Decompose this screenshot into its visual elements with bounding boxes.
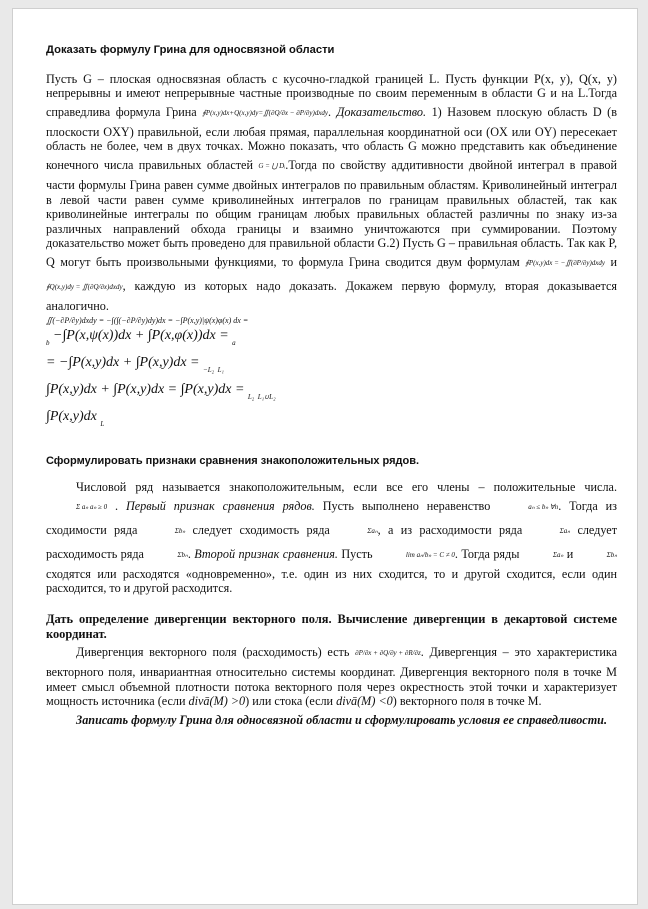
document-page: [12, 8, 638, 905]
formula-inequality: aₙ ≤ bₙ ∀n: [528, 502, 559, 511]
equation-limit-l1l2: L₁∪L₂: [257, 392, 276, 401]
equation-line-3: [46, 355, 617, 378]
formula-sum-b: Σbₙ: [606, 550, 618, 559]
text-prove-first: , каждую из которых надо доказать. Докажем первую формулу, вторая доказывается аналогично.: [46, 278, 617, 313]
formula-sum-a: Σaₙ: [559, 526, 571, 535]
formula-sum-a: Σaₙ: [367, 526, 378, 535]
equation-line-4: [46, 382, 617, 405]
text-first-test: Первый признак сравнения рядов.: [125, 498, 315, 513]
formula-limit: lim aₙ/bₙ = C ≠ 0: [405, 550, 455, 559]
formula-q-part: ∮Q(x,y)dy = ∬(∂Q/∂x)dxdy: [46, 282, 123, 291]
paragraph-green-proof: [46, 72, 617, 314]
text-and: и: [605, 254, 618, 269]
heading-green-proof: Доказать формулу Грина для односвязной области: [46, 44, 335, 56]
text-proof-label: Доказательство.: [336, 104, 427, 119]
formula-div-negative: divā(M) <0: [336, 694, 393, 709]
formula-union: G = ⋃ Dᵢ: [258, 161, 286, 170]
formula-series: Σ aₙ aₙ ≥ 0: [76, 502, 108, 511]
paragraph-divergence: Дивергенция векторного поля (расходимость) есть ∂P/∂x + ∂Q/∂y + ∂R/∂z. Дивергенция – это характеристика векторного поля, инвариантная относительно системы координат. Дивергенция векторного поля в точке M имеет смысл объемной плотности потока векторного поля через окрестность этой точки и характеризует мощность источника (если divā(M) >0) или стока (если divā(M) <0) векторного поля в точке M.: [46, 641, 617, 709]
equation-line-1: ∬(−∂P/∂y)dxdy = −∫(∫(−∂P/∂y)dy)dx = −∫P(x,y)|ψ(x)φ(x) dx =: [46, 315, 249, 325]
equation-line-5: [46, 409, 617, 432]
text-second-test: Второй признак сравнения.: [194, 546, 338, 561]
equation-text: ∫P(x,y)dx + ∫P(x,y)dx = ∫P(x,y)dx =: [46, 381, 245, 397]
equation-text: = −∫P(x,y)dx + ∫P(x,y)dx =: [46, 354, 200, 370]
equation-limit-a: a: [232, 338, 236, 347]
equation-limit-l1: L₁: [217, 365, 224, 374]
equation-text: ∫P(x,y)dx: [46, 408, 97, 424]
equation-limit-l2: L₂: [247, 392, 255, 401]
equation-limit-ml2: −L₂: [203, 365, 215, 374]
heading-green-formula: Записать формулу Грина для односвязной области и сформулировать условия ее справедливости.: [76, 712, 607, 727]
equation-text: −∫P(x,ψ(x))dx + ∫P(x,φ(x))dx =: [53, 327, 229, 343]
text-regular-domain: 1) Назовем плоскую область D (в плоскости OXY) правильной, если любая прямая, параллельная координатной оси (OX или OY) пересекает область не более, чем в двух точках. Можно показать, что область G можно представить как объединение конечного числа правильных областей: [46, 104, 617, 172]
formula-divergence: ∂P/∂x + ∂Q/∂y + ∂R/∂z: [355, 649, 421, 658]
equation-limits: b: [46, 338, 50, 347]
text-green-intro: Пусть G – плоская односвязная область с кусочно-гладкой границей L. Пусть функции P(x, y), Q(x, y) непрерывны и имеют непрерывные частные производные по своим переменным в области G и на L.Тогда справедлива формула Грина: [46, 71, 617, 119]
formula-p-part: ∮P(x,y)dx = −∬(∂P/∂y)dxdy: [525, 258, 605, 267]
heading-comparison-tests: Сформулировать признаки сравнения знакоположительных рядов.: [46, 454, 420, 467]
paragraph-comparison-tests: Числовой ряд называется знакоположительным, если все его члены – положительные числа. Σ aₙ aₙ ≥ 0 . Первый признак сравнения рядов. Пусть выполнено неравенство aₙ ≤ bₙ ∀n. Тогда из сходимости ряда Σbₙ следует сходимость ряда Σaₙ, а из расходимости ряда Σaₙ следует расходимость ряда Σbₙ. Второй признак сравнения. Пусть lim aₙ/bₙ = C ≠ 0. Тогда ряды Σaₙ и Σbₙ сходятся или расходятся «одновременно», т.е. один из них сходится, то и другой сходится, если один расходится, то и другой расходится.: [46, 480, 618, 596]
heading-divergence: Дать определение дивергенции векторного поля. Вычисление дивергенции в декартовой системе координат.: [46, 611, 617, 641]
formula-green: ∮P(x,y)dx+Q(x,y)dy=∬(∂Q/∂x − ∂P/∂y)dxdy: [202, 108, 329, 117]
formula-sum-a: Σaₙ: [552, 550, 564, 559]
equation-limit-l: L: [100, 419, 105, 428]
formula-sum-b: Σbₙ: [177, 550, 188, 559]
text-additivity: .Тогда по свойству аддитивности двойной интеграл в правой части формулы Грина равен сумме двойных интегралов по правильным областям. Криволинейный интеграл в левой части равен сумме криволинейных интегралов по границам правильных областей, так как криволинейные интегралы по общим границам любых правильных областей различны по знаку из-за различных направлений обхода границы и взаимно уничтожаются при суммировании. Поэтому доказательство может быть проведено для правильной области G.2) Пусть G – правильная область. Так как P, Q могут быть произвольными функциями, то формула Грина сводится двум формулам: [46, 157, 617, 269]
formula-div-positive: divā(M) >0: [188, 694, 246, 709]
document-body: [46, 43, 617, 727]
equation-line-2: [46, 328, 617, 351]
formula-sum-b: Σbₙ: [174, 526, 186, 535]
text-positive-series: Числовой ряд называется знакоположительным, если все его члены – положительные числа.: [76, 480, 617, 495]
text-punct: .: [328, 104, 337, 119]
